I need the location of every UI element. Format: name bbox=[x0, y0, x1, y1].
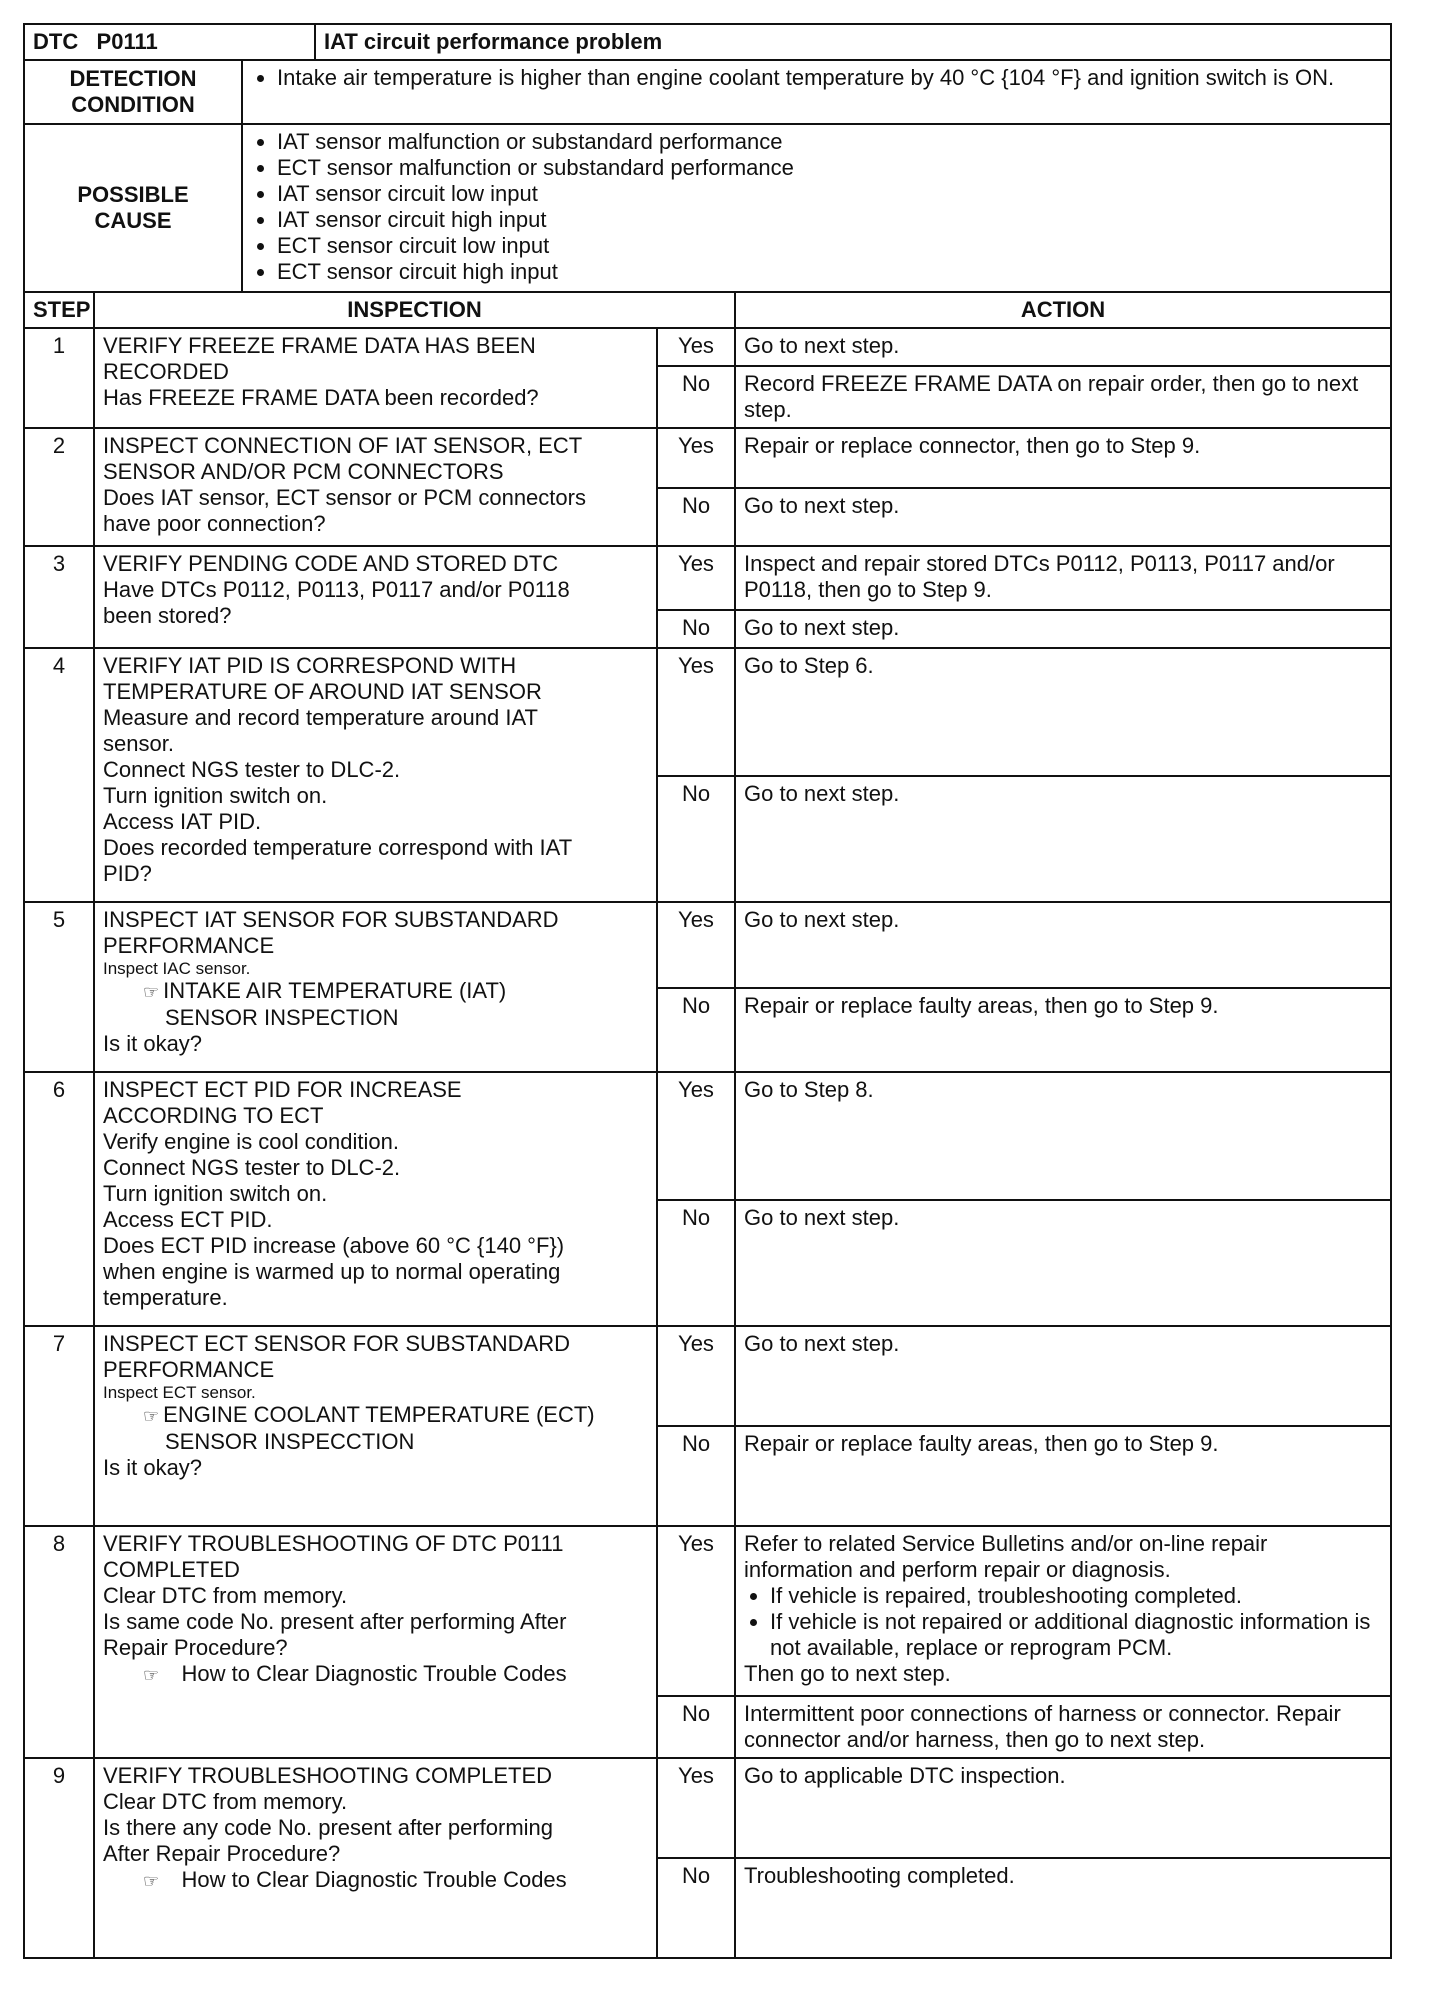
reference-hand-icon: ☞ bbox=[143, 1406, 160, 1426]
answer-no: No bbox=[657, 1696, 735, 1758]
detection-label-line1: DETECTION bbox=[69, 66, 197, 91]
inspection-line: Clear DTC from memory. bbox=[103, 1583, 348, 1608]
inspection-small-note: Inspect IAC sensor. bbox=[103, 959, 251, 978]
action-yes: Repair or replace connector, then go to Step 9. bbox=[735, 428, 1391, 488]
inspection-line: when engine is warmed up to normal operating bbox=[103, 1259, 561, 1284]
answer-yes: Yes bbox=[657, 1072, 735, 1200]
inspection-line: Clear DTC from memory. bbox=[103, 1789, 348, 1814]
action-no: Repair or replace faulty areas, then go to Step 9. bbox=[735, 1426, 1391, 1526]
inspection-line: Is it okay? bbox=[103, 1455, 203, 1480]
inspection-line: Access ECT PID. bbox=[103, 1207, 273, 1232]
reference-link[interactable] bbox=[103, 1402, 648, 1429]
detection-condition bbox=[242, 60, 1391, 124]
answer-yes: Yes bbox=[657, 428, 735, 488]
answer-yes: Yes bbox=[657, 328, 735, 366]
answer-no: No bbox=[657, 1858, 735, 1958]
col-inspection: INSPECTION bbox=[94, 292, 735, 328]
action-yes: Inspect and repair stored DTCs P0112, P0113, P0117 and/or P0118, then go to Step 9. bbox=[735, 546, 1391, 610]
inspection-line: Turn ignition switch on. bbox=[103, 783, 328, 808]
reference-hand-icon: ☞ bbox=[143, 982, 160, 1002]
dtc-sheet bbox=[23, 23, 1392, 1959]
inspection-line: Verify engine is cool condition. bbox=[103, 1129, 399, 1154]
reference-text-cont: SENSOR INSPECCTION bbox=[165, 1429, 415, 1454]
inspection-line: ACCORDING TO ECT bbox=[103, 1103, 324, 1128]
answer-no: No bbox=[657, 988, 735, 1072]
reference-link[interactable] bbox=[103, 1867, 648, 1894]
answer-yes: Yes bbox=[657, 1526, 735, 1696]
reference-text: ENGINE COOLANT TEMPERATURE (ECT) bbox=[163, 1402, 595, 1427]
step-number: 2 bbox=[24, 428, 94, 546]
condition-table bbox=[23, 59, 1392, 293]
action-no: Repair or replace faulty areas, then go to Step 9. bbox=[735, 988, 1391, 1072]
inspection-line: Is it okay? bbox=[103, 1031, 203, 1056]
inspection-line: Does IAT sensor, ECT sensor or PCM connectors bbox=[103, 485, 586, 510]
reference-text: How to Clear Diagnostic Trouble Codes bbox=[181, 1867, 567, 1892]
inspection-line: Turn ignition switch on. bbox=[103, 1181, 328, 1206]
inspection-line: INSPECT ECT SENSOR FOR SUBSTANDARD bbox=[103, 1331, 570, 1356]
answer-no: No bbox=[657, 776, 735, 902]
inspection-line: Connect NGS tester to DLC-2. bbox=[103, 1155, 401, 1180]
answer-no: No bbox=[657, 1426, 735, 1526]
action-yes: Go to next step. bbox=[735, 328, 1391, 366]
inspection-line: VERIFY TROUBLESHOOTING COMPLETED bbox=[103, 1763, 553, 1788]
step-inspection bbox=[94, 1758, 657, 1958]
answer-yes: Yes bbox=[657, 902, 735, 988]
inspection-line: Does recorded temperature correspond with IAT bbox=[103, 835, 573, 860]
inspection-line: INSPECT CONNECTION OF IAT SENSOR, ECT bbox=[103, 433, 583, 458]
action-no: Go to next step. bbox=[735, 1200, 1391, 1326]
reference-link[interactable] bbox=[103, 978, 648, 1005]
possible-cause-label-line1: POSSIBLE bbox=[77, 182, 189, 207]
answer-yes: Yes bbox=[657, 1758, 735, 1858]
inspection-line: Measure and record temperature around IAT bbox=[103, 705, 538, 730]
step-inspection bbox=[94, 428, 657, 546]
step-inspection bbox=[94, 546, 657, 648]
step-inspection bbox=[94, 1526, 657, 1758]
possible-cause-label-line2: CAUSE bbox=[94, 208, 172, 233]
action-yes: Go to Step 6. bbox=[735, 648, 1391, 776]
header-table bbox=[23, 23, 1392, 61]
inspection-line: SENSOR AND/OR PCM CONNECTORS bbox=[103, 459, 504, 484]
step-number: 7 bbox=[24, 1326, 94, 1526]
inspection-line: COMPLETED bbox=[103, 1557, 240, 1582]
cause-item: • ECT sensor malfunction or substandard performance bbox=[277, 155, 1382, 181]
inspection-line: Access IAT PID. bbox=[103, 809, 262, 834]
answer-no: No bbox=[657, 366, 735, 428]
inspection-line: PERFORMANCE bbox=[103, 933, 275, 958]
step-number: 8 bbox=[24, 1526, 94, 1758]
inspection-line: have poor connection? bbox=[103, 511, 326, 536]
action-no: Go to next step. bbox=[735, 610, 1391, 648]
step-inspection bbox=[94, 648, 657, 902]
cause-item: • ECT sensor circuit low input bbox=[277, 233, 1382, 259]
step-number: 4 bbox=[24, 648, 94, 902]
action-no: Go to next step. bbox=[735, 488, 1391, 546]
inspection-line: Is there any code No. present after performing bbox=[103, 1815, 554, 1840]
inspection-line: RECORDED bbox=[103, 359, 229, 384]
action-yes-outro: Then go to next step. bbox=[744, 1661, 951, 1686]
detection-label bbox=[24, 60, 242, 124]
reference-hand-icon: ☞ bbox=[143, 1871, 160, 1891]
dtc-code: DTC P0111 bbox=[24, 24, 315, 60]
cause-item: • ECT sensor circuit high input bbox=[277, 259, 1382, 285]
dtc-title: IAT circuit performance problem bbox=[315, 24, 1391, 60]
inspection-line: Repair Procedure? bbox=[103, 1635, 288, 1660]
action-yes: Go to next step. bbox=[735, 1326, 1391, 1426]
action-yes: Go to next step. bbox=[735, 902, 1391, 988]
reference-link[interactable] bbox=[103, 1661, 648, 1688]
detection-text: • Intake air temperature is higher than engine coolant temperature by 40 °C {104 °F} and ignition switch is ON. bbox=[277, 65, 1382, 91]
action-yes-bullet: • If vehicle is repaired, troubleshooting completed. bbox=[770, 1583, 1382, 1609]
reference-text: How to Clear Diagnostic Trouble Codes bbox=[181, 1661, 567, 1686]
steps-table bbox=[23, 291, 1392, 1959]
inspection-line: VERIFY IAT PID IS CORRESPOND WITH bbox=[103, 653, 517, 678]
answer-yes: Yes bbox=[657, 1326, 735, 1426]
inspection-line: After Repair Procedure? bbox=[103, 1841, 341, 1866]
step-inspection bbox=[94, 328, 657, 428]
action-yes: Go to Step 8. bbox=[735, 1072, 1391, 1200]
detection-label-line2: CONDITION bbox=[71, 92, 195, 117]
inspection-line: INSPECT ECT PID FOR INCREASE bbox=[103, 1077, 462, 1102]
step-inspection bbox=[94, 1326, 657, 1526]
answer-no: No bbox=[657, 610, 735, 648]
inspection-line: PERFORMANCE bbox=[103, 1357, 275, 1382]
inspection-line: Have DTCs P0112, P0113, P0117 and/or P0118 bbox=[103, 577, 570, 602]
inspection-line: TEMPERATURE OF AROUND IAT SENSOR bbox=[103, 679, 542, 704]
answer-no: No bbox=[657, 488, 735, 546]
answer-yes: Yes bbox=[657, 546, 735, 610]
action-yes: Go to applicable DTC inspection. bbox=[735, 1758, 1391, 1858]
cause-item: • IAT sensor malfunction or substandard performance bbox=[277, 129, 1382, 155]
action-no: Troubleshooting completed. bbox=[735, 1858, 1391, 1958]
step-inspection bbox=[94, 902, 657, 1072]
cause-item: • IAT sensor circuit high input bbox=[277, 207, 1382, 233]
inspection-line: sensor. bbox=[103, 731, 174, 756]
reference-hand-icon: ☞ bbox=[143, 1665, 160, 1685]
inspection-small-note: Inspect ECT sensor. bbox=[103, 1383, 256, 1402]
step-number: 1 bbox=[24, 328, 94, 428]
inspection-line: VERIFY FREEZE FRAME DATA HAS BEEN bbox=[103, 333, 536, 358]
action-no: Intermittent poor connections of harness or connector. Repair connector and/or harness, then go to next step. bbox=[735, 1696, 1391, 1758]
col-step: STEP bbox=[24, 292, 94, 328]
inspection-line: Has FREEZE FRAME DATA been recorded? bbox=[103, 385, 539, 410]
inspection-line: been stored? bbox=[103, 603, 232, 628]
action-yes-intro: Refer to related Service Bulletins and/or on-line repair information and perform repair or diagnosis. bbox=[744, 1531, 1268, 1582]
step-number: 9 bbox=[24, 1758, 94, 1958]
action-no: Record FREEZE FRAME DATA on repair order, then go to next step. bbox=[735, 366, 1391, 428]
inspection-line: INSPECT IAT SENSOR FOR SUBSTANDARD bbox=[103, 907, 559, 932]
reference-text: INTAKE AIR TEMPERATURE (IAT) bbox=[163, 978, 507, 1003]
action-yes bbox=[735, 1526, 1391, 1696]
inspection-line: temperature. bbox=[103, 1285, 228, 1310]
col-action: ACTION bbox=[735, 292, 1391, 328]
inspection-line: PID? bbox=[103, 861, 152, 886]
action-no: Go to next step. bbox=[735, 776, 1391, 902]
step-inspection bbox=[94, 1072, 657, 1326]
inspection-line: Is same code No. present after performing After bbox=[103, 1609, 567, 1634]
cause-item: • IAT sensor circuit low input bbox=[277, 181, 1382, 207]
step-number: 3 bbox=[24, 546, 94, 648]
step-number: 5 bbox=[24, 902, 94, 1072]
possible-cause-label bbox=[24, 124, 242, 292]
step-number: 6 bbox=[24, 1072, 94, 1326]
possible-cause-list bbox=[242, 124, 1391, 292]
answer-no: No bbox=[657, 1200, 735, 1326]
reference-text-cont: SENSOR INSPECTION bbox=[165, 1005, 399, 1030]
inspection-line: Connect NGS tester to DLC-2. bbox=[103, 757, 401, 782]
inspection-line: Does ECT PID increase (above 60 °C {140 °F}) bbox=[103, 1233, 565, 1258]
answer-yes: Yes bbox=[657, 648, 735, 776]
inspection-line: VERIFY TROUBLESHOOTING OF DTC P0111 bbox=[103, 1531, 564, 1556]
inspection-line: VERIFY PENDING CODE AND STORED DTC bbox=[103, 551, 559, 576]
action-yes-bullet: • If vehicle is not repaired or additional diagnostic information is not available, replace or reprogram PCM. bbox=[770, 1609, 1382, 1661]
